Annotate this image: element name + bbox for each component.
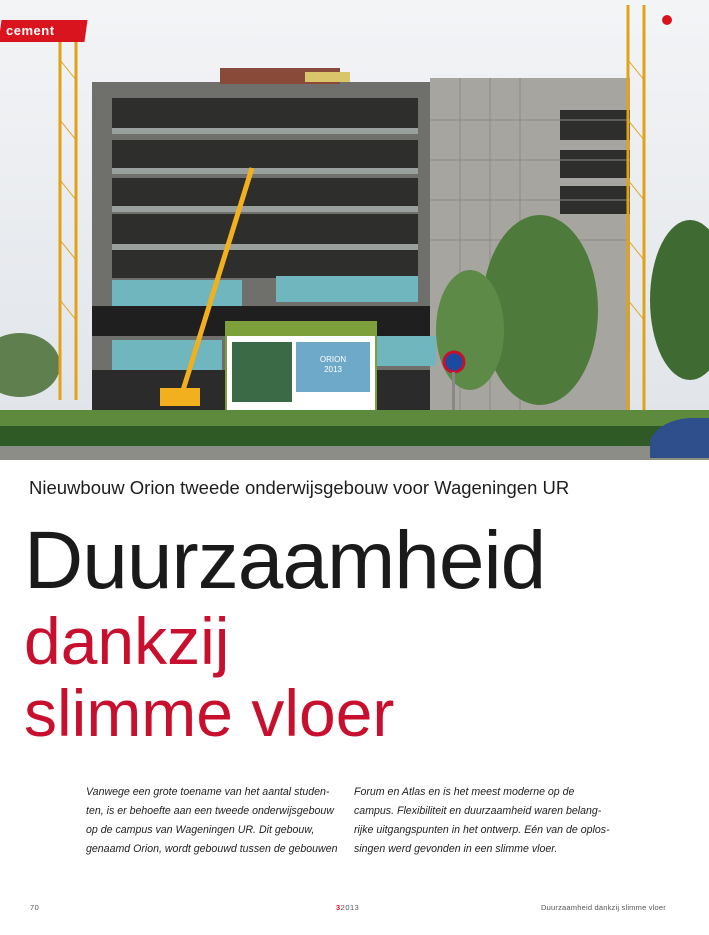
issue-number: 3 (336, 903, 341, 912)
article-headline (24, 515, 546, 752)
issue-year: 2013 (340, 903, 360, 912)
magazine-logo-text: cement (6, 23, 55, 38)
magazine-logo (0, 20, 88, 42)
construction-site-illustration (0, 0, 709, 460)
article-kicker: Nieuwbouw Orion tweede onderwijsgebouw voor Wageningen UR (29, 477, 570, 498)
cover-photo (0, 0, 709, 460)
page-number: 70 (30, 903, 40, 912)
running-title: Duurzaamheid dankzij slimme vloer (541, 903, 666, 912)
headline-line-2: dankzij (24, 604, 230, 678)
headline-line-3: slimme vloer (24, 676, 395, 750)
billboard-year-text: 2013 (324, 365, 342, 374)
intro-column-1: Vanwege een grote toename van het aantal studen- ten, is er behoefte aan een tweede onderwijsgebouw op de campus van Wageningen UR. Dit gebouw, genaamd Orion, wordt gebouwd tussen de gebouwen (86, 786, 338, 855)
billboard-orion-text: ORION (319, 355, 347, 364)
issue-label (336, 903, 359, 912)
intro-column-2: Forum en Atlas en is het meest moderne op de campus. Flexibiliteit en duurzaamheid waren belang- rijke uitgangspunten in het ontwerp. Eén van de oplos- singen werd gevonden in een slimme vloer. (354, 786, 610, 855)
headline-line-1: Duurzaamheid (24, 515, 546, 606)
corner-marker-icon (661, 14, 673, 26)
